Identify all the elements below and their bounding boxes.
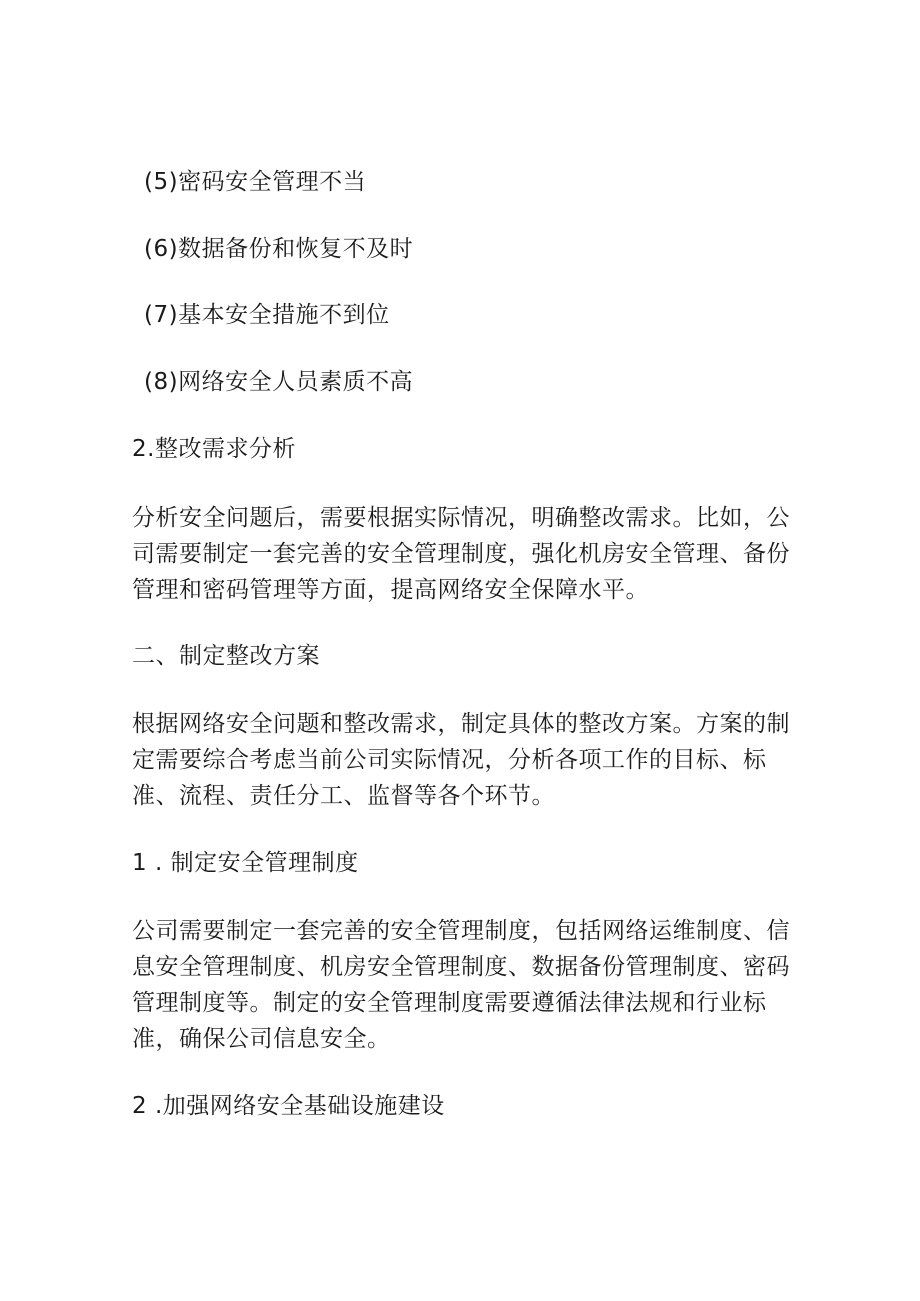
list-item: (5)密码安全管理不当 [144,169,367,195]
paragraph-line: 准、流程、责任分工、监督等各个环节。 [132,783,555,809]
paragraph-line: 分析安全问题后，需要根据实际情况，明确整改需求。比如，公 [132,505,790,531]
chapter-heading: 二、制定整改方案 [132,643,320,669]
paragraph-line: 管理和密码管理等方面，提高网络安全保障水平。 [132,577,649,603]
list-item: (8)网络安全人员素质不高 [144,369,414,395]
subsection-heading: 2 .加强网络安全基础设施建设 [132,1093,445,1119]
paragraph-line: 公司需要制定一套完善的安全管理制度，包括网络运维制度、信 [132,918,790,944]
list-item: (6)数据备份和恢复不及时 [144,236,414,262]
paragraph-line: 管理制度等。制定的安全管理制度需要遵循法律法规和行业标 [132,990,767,1016]
subsection-heading: 1 . 制定安全管理制度 [132,850,359,876]
section-heading: 2.整改需求分析 [132,436,296,462]
paragraph-line: 息安全管理制度、机房安全管理制度、数据备份管理制度、密码 [132,954,790,980]
paragraph-line: 司需要制定一套完善的安全管理制度，强化机房安全管理、备份 [132,541,790,567]
paragraph-line: 准，确保公司信息安全。 [132,1026,391,1052]
paragraph-line: 定需要综合考虑当前公司实际情况，分析各项工作的目标、标 [132,747,767,773]
list-item: (7)基本安全措施不到位 [144,302,390,328]
paragraph-line: 根据网络安全问题和整改需求，制定具体的整改方案。方案的制 [132,711,790,737]
